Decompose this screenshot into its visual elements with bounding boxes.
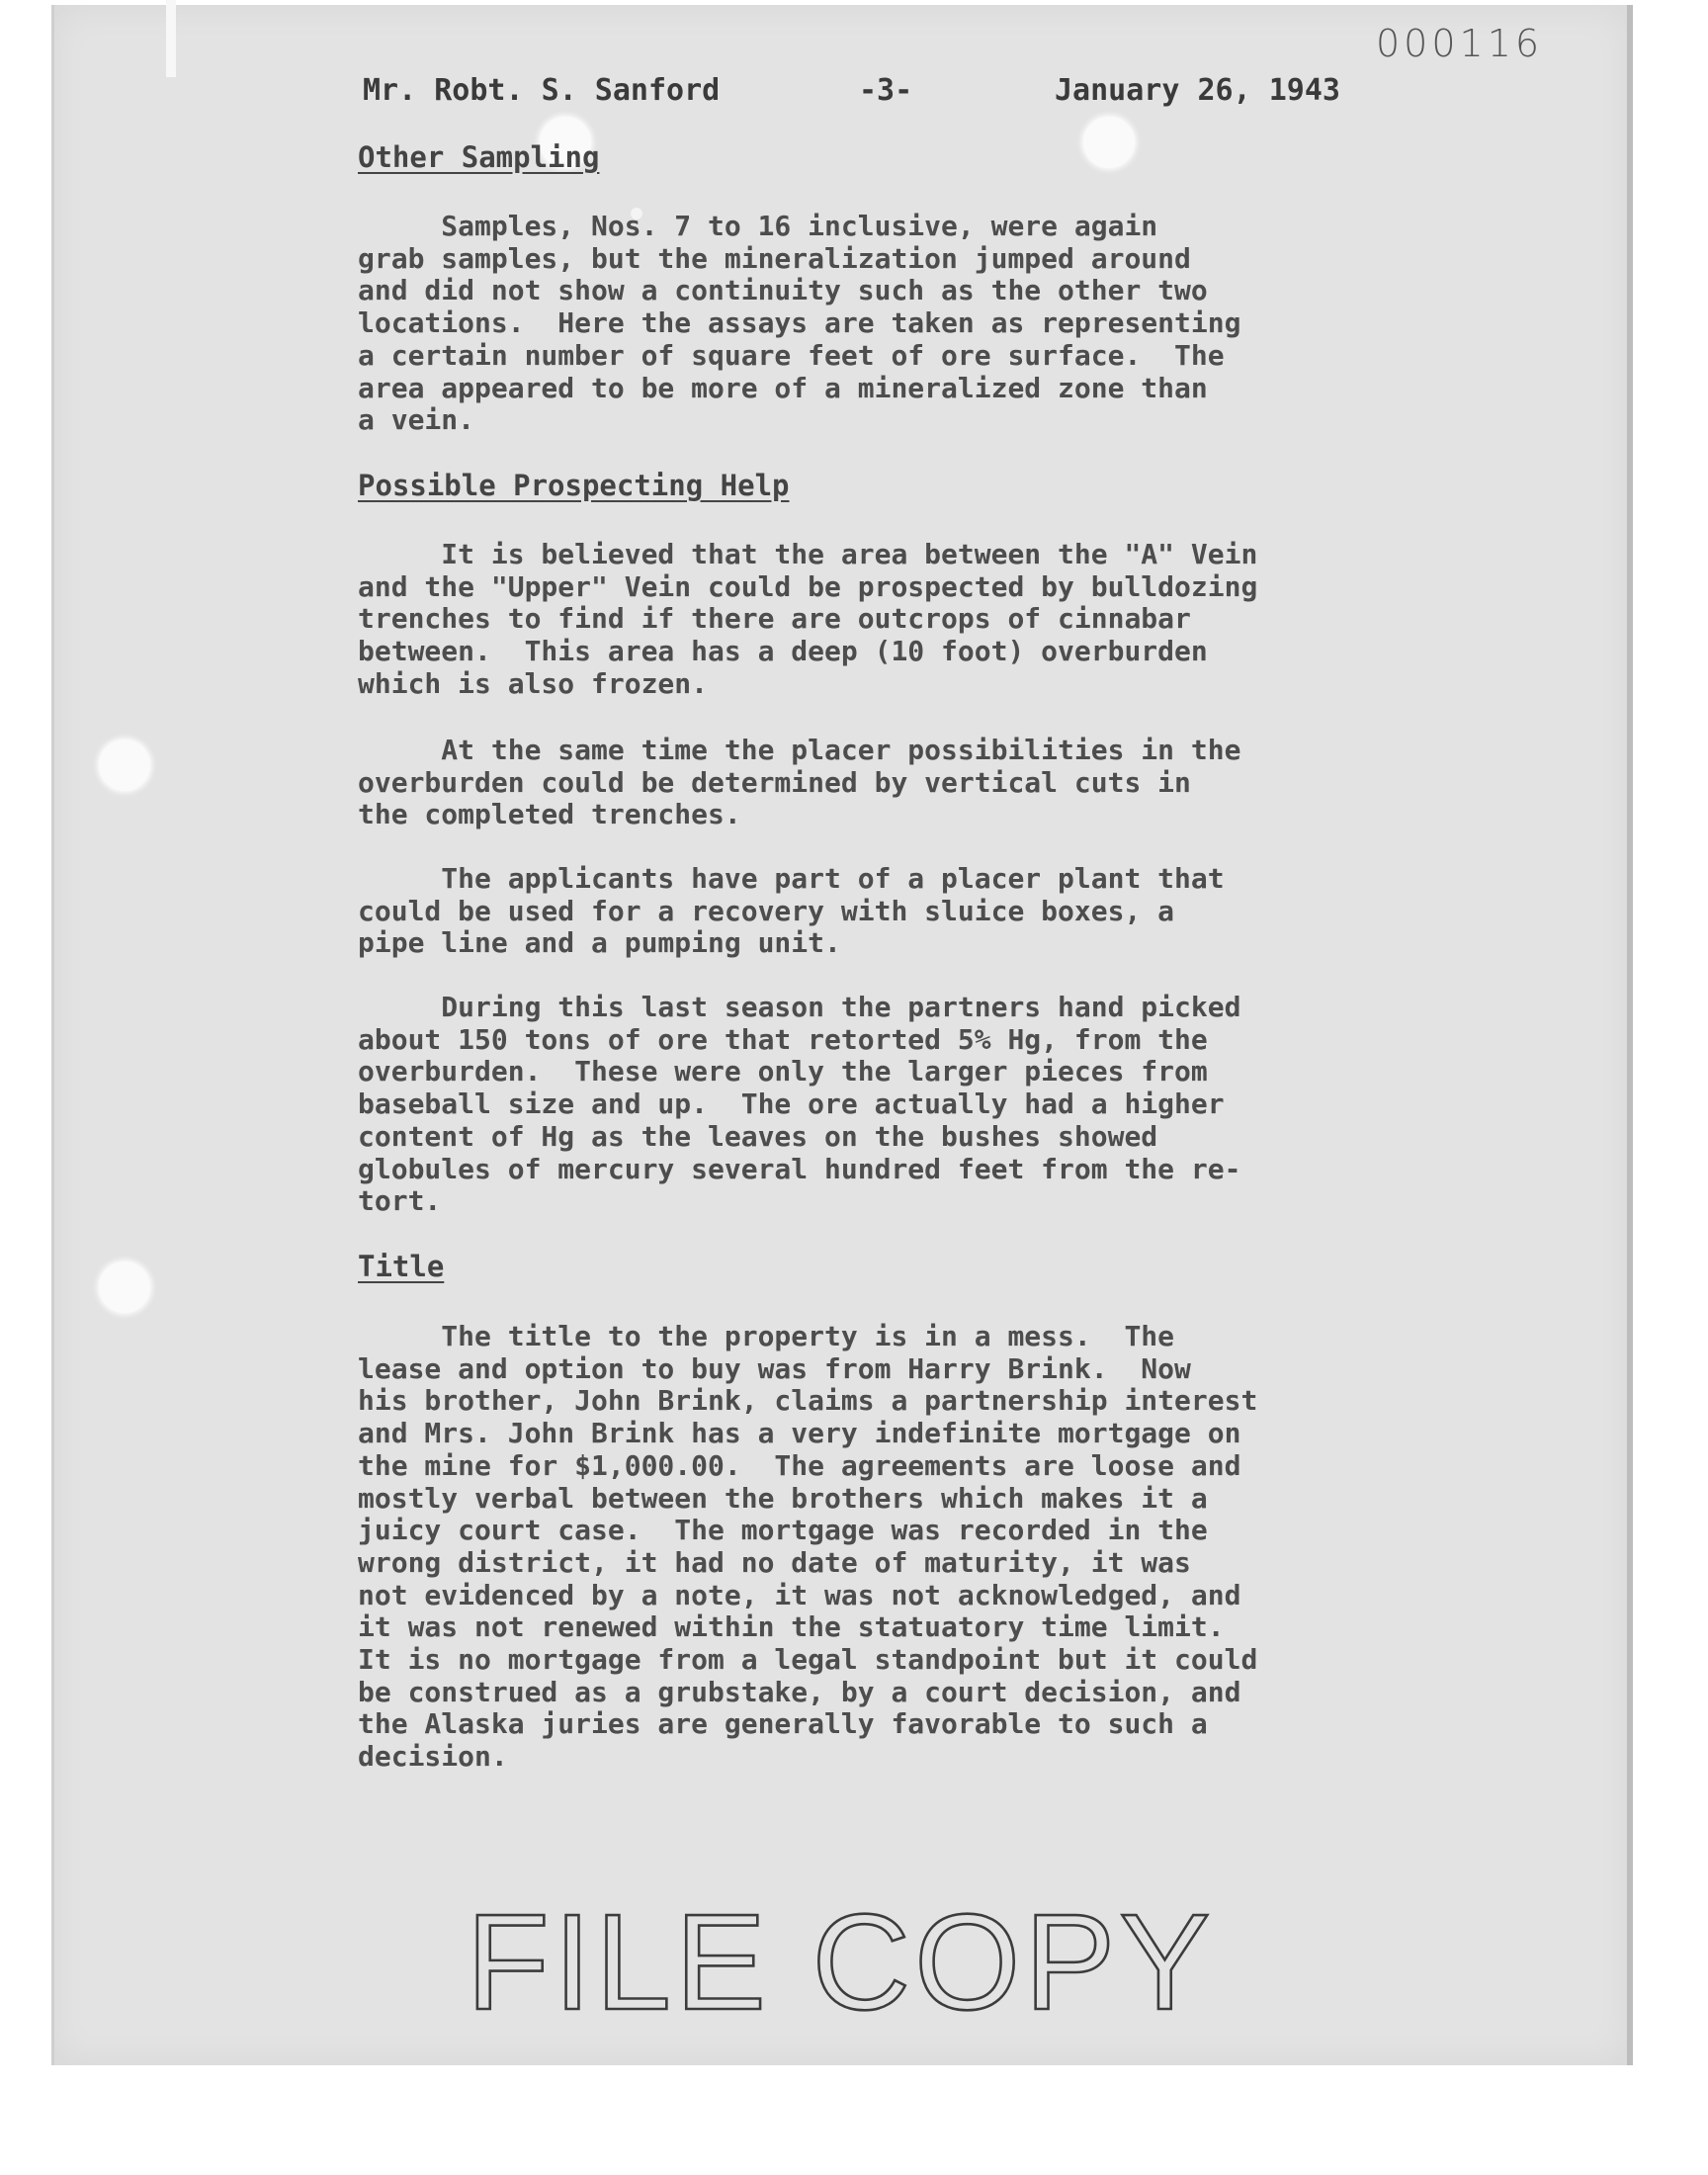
punch-hole-middle xyxy=(99,740,150,791)
page-edge-left xyxy=(51,5,54,2065)
text-line: mostly verbal between the brothers which makes it a xyxy=(358,1481,1208,1515)
punch-hole-top-right xyxy=(1083,117,1135,168)
paragraph-trenches xyxy=(358,539,1435,701)
text-line: could be used for a recovery with sluice boxes, a xyxy=(358,894,1175,927)
staple-mark xyxy=(166,0,176,77)
text-line: and Mrs. John Brink has a very indefinite mortgage on xyxy=(358,1417,1241,1450)
text-line: overburden. These were only the larger pieces from xyxy=(358,1055,1208,1088)
letter-header xyxy=(363,73,1381,113)
text-line: between. This area has a deep (10 foot) overburden xyxy=(358,635,1208,668)
text-line: the Alaska juries are generally favorable to such a xyxy=(358,1707,1208,1741)
text-line: The applicants have part of a placer plant that xyxy=(358,862,1225,895)
text-line: The title to the property is in a mess. The xyxy=(358,1320,1175,1352)
text-line: juicy court case. The mortgage was recorded in the xyxy=(358,1514,1208,1547)
file-copy-stamp xyxy=(435,1888,1245,2037)
recipient-name: Mr. Robt. S. Sanford xyxy=(363,73,721,108)
section-heading-prospecting-help: Possible Prospecting Help xyxy=(358,469,790,502)
text-line: not evidenced by a note, it was not acknowledged, and xyxy=(358,1578,1241,1611)
text-line: Samples, Nos. 7 to 16 inclusive, were again xyxy=(358,210,1158,242)
text-line: and did not show a continuity such as the other two xyxy=(358,274,1208,307)
text-line: a certain number of square feet of ore surface. The xyxy=(358,338,1225,372)
text-line: it was not renewed within the statuatory time limit. xyxy=(358,1610,1225,1644)
text-line: decision. xyxy=(358,1740,508,1774)
page-number: -3- xyxy=(859,73,913,108)
paragraph-samples xyxy=(358,211,1435,437)
text-line: be construed as a grubstake, by a court decision, and xyxy=(358,1675,1241,1708)
text-line: wrong district, it had no date of maturity, it was xyxy=(358,1545,1191,1579)
file-copy-stamp-text: FILE COPY xyxy=(466,1886,1215,2039)
text-line: trenches to find if there are outcrops of cinnabar xyxy=(358,602,1191,636)
section-heading-title: Title xyxy=(358,1250,445,1283)
text-line: It is no mortgage from a legal standpoint but it could xyxy=(358,1643,1258,1677)
document-number: 000116 xyxy=(1376,22,1544,65)
section-heading-other-sampling: Other Sampling xyxy=(358,140,600,174)
text-line: the mine for $1,000.00. The agreements are loose and xyxy=(358,1448,1241,1482)
text-line: content of Hg as the leaves on the bushes showed xyxy=(358,1119,1158,1153)
paragraph-last-season xyxy=(358,992,1435,1218)
text-line: which is also frozen. xyxy=(358,666,709,700)
text-line: about 150 tons of ore that retorted 5% Hg, from the xyxy=(358,1022,1208,1056)
text-line: overburden could be determined by vertical cuts in xyxy=(358,765,1191,799)
text-line: At the same time the placer possibilities in the xyxy=(358,734,1241,766)
text-line: the completed trenches. xyxy=(358,798,741,831)
text-line: a vein. xyxy=(358,403,475,437)
text-line: During this last season the partners hand picked xyxy=(358,991,1241,1023)
page-edge-right xyxy=(1627,5,1633,2065)
text-line: It is believed that the area between the "A" Vein xyxy=(358,538,1258,570)
text-line: pipe line and a pumping unit. xyxy=(358,926,841,960)
letter-date: January 26, 1943 xyxy=(1055,73,1340,108)
text-line: area appeared to be more of a mineralized zone than xyxy=(358,371,1208,404)
paragraph-applicants xyxy=(358,863,1435,960)
paragraph-placer xyxy=(358,735,1435,831)
paragraph-title xyxy=(358,1321,1435,1774)
file-copy-stamp-graphic xyxy=(435,1888,1245,2037)
text-line: tort. xyxy=(358,1184,442,1218)
punch-hole-lower xyxy=(99,1262,150,1313)
text-line: grab samples, but the mineralization jumped around xyxy=(358,241,1191,275)
text-line: and the "Upper" Vein could be prospected by bulldozing xyxy=(358,569,1258,603)
text-line: locations. Here the assays are taken as representing xyxy=(358,306,1241,340)
text-line: lease and option to buy was from Harry Brink. Now xyxy=(358,1351,1191,1385)
text-line: his brother, John Brink, claims a partnership interest xyxy=(358,1384,1258,1418)
text-line: globules of mercury several hundred feet from the re- xyxy=(358,1152,1241,1185)
text-line: baseball size and up. The ore actually had a higher xyxy=(358,1088,1225,1121)
